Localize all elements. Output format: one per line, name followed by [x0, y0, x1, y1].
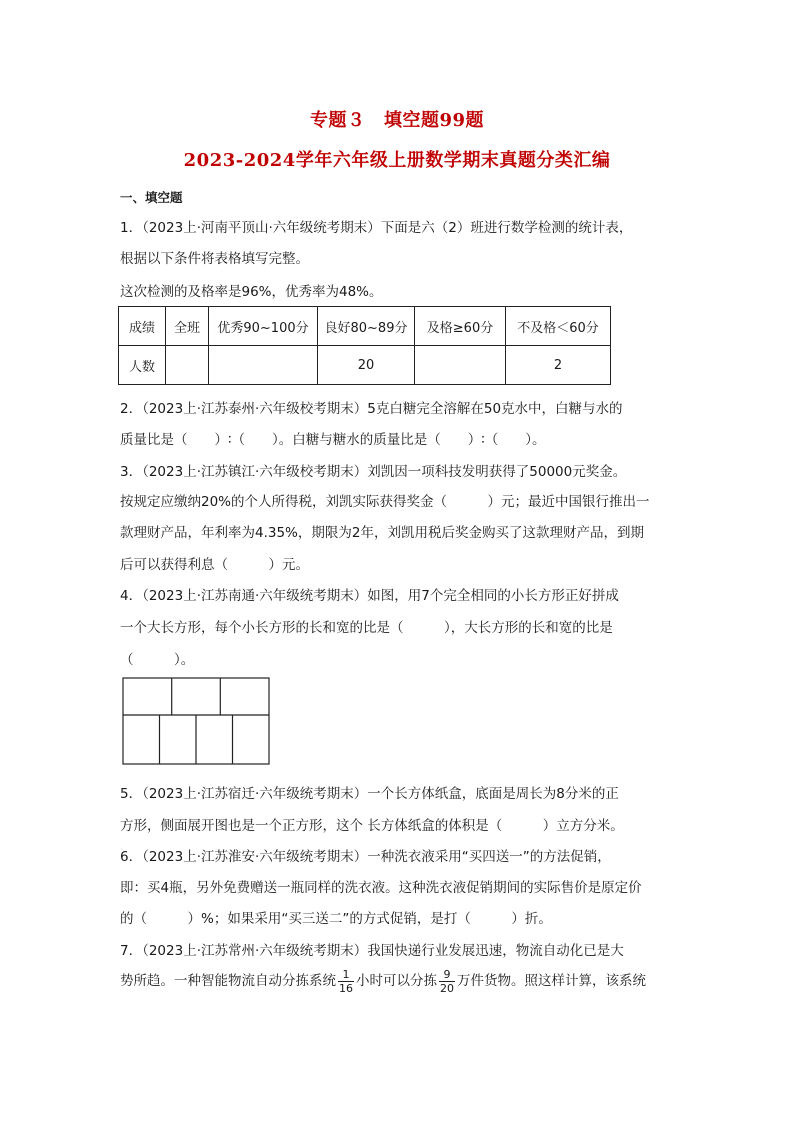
table-row [119, 346, 611, 385]
table-cell: 20 [318, 346, 415, 385]
q4-line-3: （ ）。 [120, 652, 195, 668]
q3-line-4: 后可以获得利息（ ）元。 [120, 557, 309, 573]
table-header-cell: 成绩 [119, 307, 166, 346]
fraction-numerator: 1 [338, 968, 354, 982]
q3-line-1: 3．（2023上·江苏镇江·六年级校考期末）刘凯因一项科技发明获得了50000元奖金。 [120, 464, 627, 480]
table-cell: 2 [506, 346, 611, 385]
table-header-cell: 优秀90~100分 [209, 307, 318, 346]
q3-line-2: 按规定应缴纳20%的个人所得税，刘凯实际获得奖金（ ）元；最近中国银行推出一 [120, 494, 650, 510]
table-header-row [119, 307, 611, 346]
q3-line-3: 款理财产品，年利率为4.35%，期限为2年，刘凯用税后奖金购买了这款理财产品，到期 [120, 525, 644, 541]
page-subtitle: 2023-2024学年六年级上册数学期末真题分类汇编 [183, 150, 611, 171]
fraction-denominator: 20 [440, 981, 454, 995]
fraction-numerator: 9 [439, 968, 455, 982]
q2-line-1: 2．（2023上·江苏泰州·六年级校考期末）5克白糖完全溶解在50克水中，白糖与水的 [120, 401, 623, 417]
q7-text: 小时可以分拣 [356, 973, 437, 989]
q4-line-1: 4．（2023上·江苏南通·六年级统考期末）如图，用7个完全相同的小长方形正好拼成 [120, 588, 619, 604]
q6-line-3: 的（ ）%；如果采用“买三送二”的方式促销，是打（ ）折。 [120, 911, 552, 927]
table-header-cell: 不及格＜60分 [506, 307, 611, 346]
table-cell: 人数 [119, 346, 166, 385]
table-cell [209, 346, 318, 385]
q6-line-1: 6．（2023上·江苏淮安·六年级统考期末）一种洗衣液采用“买四送一”的方法促销， [120, 849, 611, 865]
q4-line-2: 一个大长方形，每个小长方形的长和宽的比是（ ），大长方形的长和宽的比是 [120, 620, 613, 636]
q6-line-2: 即：买4瓶，另外免费赠送一瓶同样的洗衣液。这种洗衣液促销期间的实际售价是原定价 [120, 880, 642, 896]
section-heading: 一、填空题 [120, 190, 183, 205]
q1-line-3: 这次检测的及格率是96%，优秀率为48%。 [120, 284, 383, 300]
q5-line-1: 5．（2023上·江苏宿迁·六年级统考期末）一个长方体纸盒，底面是周长为8分米的正 [120, 786, 619, 802]
q5-line-2: 方形，侧面展开图也是一个正方形，这个 长方体纸盒的体积是（ ）立方分米。 [120, 818, 624, 834]
table-cell [166, 346, 209, 385]
q1-line-1: 1．（2023上·河南平顶山·六年级统考期末）下面是六（2）班进行数学检测的统计表， [120, 220, 633, 236]
q7-text: 万件货物。照这样计算，该系统 [457, 973, 646, 989]
table-header-cell: 全班 [166, 307, 209, 346]
q7-text: 势所趋。一种智能物流自动分拣系统 [120, 973, 336, 989]
table-header-cell: 良好80~89分 [318, 307, 415, 346]
q7-line-1: 7．（2023上·江苏常州·六年级统考期末）我国快递行业发展迅速，物流自动化已是大 [120, 943, 624, 959]
fraction [338, 968, 354, 995]
rectangle-tiling-figure [122, 677, 270, 765]
page-title: 专题３ 填空题99题 [309, 110, 485, 131]
q7-line-2 [120, 966, 646, 996]
fraction-denominator: 16 [339, 981, 353, 995]
fraction [439, 968, 455, 995]
q2-line-2: 质量比是（ ）∶（ ）。白糖与糖水的质量比是（ ）∶（ ）。 [120, 432, 546, 448]
table-header-cell: 及格≥60分 [415, 307, 506, 346]
score-statistics-table [118, 306, 611, 385]
table-cell [415, 346, 506, 385]
q1-line-2: 根据以下条件将表格填写完整。 [120, 251, 309, 267]
